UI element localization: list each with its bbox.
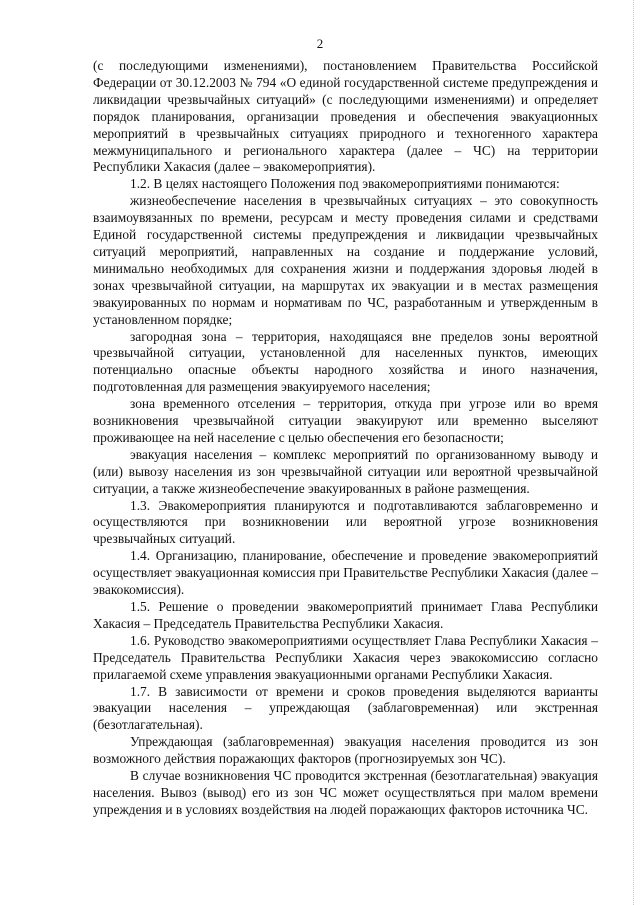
paragraph-definition-temporary-resettlement-zone: зона временного отселения – территория, откуда при угрозе или во время возникновения чрезвычайной ситуации эвакуируют или временно выселяют проживающее на ней население с целью обеспечения его безопасности; <box>93 396 598 445</box>
paragraph-intro-continuation: (с последующими изменениями), постановлением Правительства Российской Федерации от 30.12.2003 № 794 «О единой государственной системе предупреждения и ликвидации чрезвычайных ситуаций» (с последующими изменениями) и определяет порядок планирования, организации проведения и обеспечения эвакуационных мероприятий в чрезвычайных ситуациях природного и техногенного характера межмуниципального и регионального характера (далее – ЧС) на территории Республики Хакасия (далее – эвакомероприятия). <box>93 58 598 175</box>
document-body <box>93 58 598 819</box>
paragraph-1-5: 1.5. Решение о проведении эвакомероприятий принимает Глава Республики Хакасия – Председатель Правительства Республики Хакасия. <box>93 599 598 631</box>
paragraph-emergency-evacuation: В случае возникновения ЧС проводится экстренная (безотлагательная) эвакуация населения. Вывоз (вывод) его из зон ЧС может осуществляться при малом времени упреждения и в условиях воздействия на людей поражающих факторов источника ЧС. <box>93 768 598 817</box>
paragraph-1-6: 1.6. Руководство эвакомероприятиями осуществляет Глава Республики Хакасия – Председатель Правительства Республики Хакасия через эвакокомиссию согласно прилагаемой схеме управления эвакуационными органами Республики Хакасия. <box>93 632 598 682</box>
paragraph-1-2: 1.2. В целях настоящего Положения под эвакомероприятиями понимаются: <box>130 176 560 192</box>
paragraph-1-3: 1.3. Эвакомероприятия планируются и подготавливаются заблаговременно и осуществляются при возникновении или вероятной угрозе возникновения чрезвычайных ситуаций. <box>93 497 598 547</box>
page-number: 2 <box>316 36 324 51</box>
paragraph-1-7: 1.7. В зависимости от времени и сроков проведения выделяются варианты эвакуации населения – упреждающая (заблаговременная) или экстренная (безотлагательная). <box>93 683 598 733</box>
paragraph-definition-evacuation: эвакуация населения – комплекс мероприятий по организованному выводу и (или) вывозу населения из зон чрезвычайной ситуации или вероятной чрезвычайной ситуации, а также жизнеобеспечение эвакуированных в районе размещения. <box>93 446 598 496</box>
scan-edge-line <box>632 0 634 905</box>
paragraph-definition-suburban-zone: загородная зона – территория, находящаяся вне пределов зоны вероятной чрезвычайной ситуации, установленной для населенных пунктов, имеющих потенциально опасные объекты народного хозяйства и иного назначения, подготовленная для размещения эвакуируемого населения; <box>93 328 598 395</box>
paragraph-preemptive-evacuation: Упреждающая (заблаговременная) эвакуация населения проводится из зон возможного действия поражающих факторов (прогнозируемых зон ЧС). <box>93 734 598 767</box>
paragraph-definition-life-support: жизнеобеспечение населения в чрезвычайных ситуациях – это совокупность взаимоувязанных по времени, ресурсам и месту проведения силами и средствами Единой государственной системы предупреждения и ликвидации чрезвычайных ситуаций мероприятий, направленных на создание и поддержание условий, минимально необходимых для сохранения жизни и поддержания здоровья людей в зонах чрезвычайной ситуации, на маршрутах их эвакуации и в местах размещения эвакуированных по нормам и нормативам по ЧС, разработанным и утвержденным в установленном порядке; <box>93 193 598 327</box>
paragraph-1-4: 1.4. Организацию, планирование, обеспечение и проведение эвакомероприятий осуществляет эвакуационная комиссия при Правительстве Республики Хакасия (далее – эвакокомиссия). <box>93 548 598 598</box>
